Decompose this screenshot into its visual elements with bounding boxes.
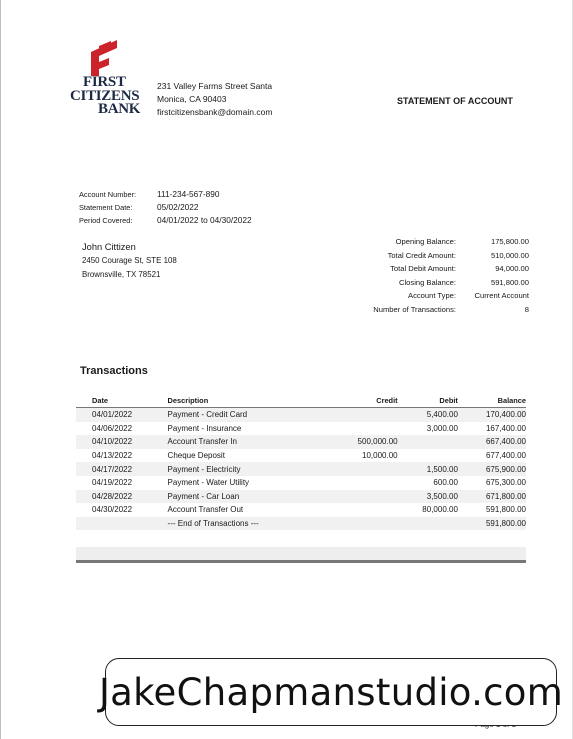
cell-balance: 167,400.00 [485, 423, 526, 433]
table-row [76, 490, 526, 504]
column-header-debit: Debit [398, 393, 458, 408]
cell-description: Account Transfer Out [167, 505, 244, 515]
cell-credit [339, 490, 398, 504]
summary-value: Current Account [474, 291, 529, 301]
summary-row [341, 276, 529, 290]
cell-balance: 677,400.00 [485, 451, 526, 461]
account-info-row [79, 214, 252, 227]
cell-credit [339, 476, 398, 490]
account-info-row [79, 188, 252, 201]
summary-row [341, 289, 529, 303]
summary-value: 94,000.00 [495, 264, 529, 274]
cell-date: 04/17/2022 [76, 462, 168, 476]
table-row [76, 462, 526, 476]
cell-debit: 3,500.00 [398, 490, 458, 504]
cell-balance: 667,400.00 [458, 435, 526, 449]
table-footer-band [76, 547, 526, 560]
period-covered-value: 04/01/2022 to 04/30/2022 [157, 215, 252, 225]
cell-credit: 500,000.00 [339, 435, 398, 449]
summary-value: 8 [524, 304, 529, 314]
table-row [76, 408, 526, 422]
column-header-balance: Balance [458, 393, 526, 408]
summary-label: Closing Balance: [399, 277, 456, 287]
cell-debit: 1,500.00 [398, 462, 458, 476]
statement-date-label: Statement Date: [79, 203, 133, 212]
table-row [76, 517, 526, 531]
cell-date: 04/19/2022 [92, 478, 133, 488]
summary-row [341, 303, 529, 317]
summary-value: 510,000.00 [490, 250, 529, 260]
cell-balance: 170,400.00 [458, 408, 526, 422]
summary-label: Number of Transactions: [373, 304, 456, 314]
cell-description: Payment - Car Loan [168, 490, 339, 504]
watermark-text: JakeChapmanstudio.com [98, 670, 564, 714]
customer-block [82, 240, 177, 282]
cell-description: Account Transfer In [168, 435, 339, 449]
table-row [76, 422, 526, 436]
column-header-credit: Credit [339, 393, 398, 408]
statement-date-value: 05/02/2022 [157, 202, 199, 212]
cell-date [76, 517, 168, 531]
summary-label: Total Debit Amount: [390, 264, 456, 274]
cell-balance: 675,900.00 [458, 462, 526, 476]
summary-value: 175,800.00 [490, 237, 529, 246]
column-header-date: Date [76, 393, 168, 408]
cell-credit: 10,000.00 [362, 451, 398, 461]
account-number-label: Account Number: [79, 190, 137, 199]
customer-address-line: Brownsville, TX 78521 [82, 270, 161, 279]
cell-description: Payment - Water Utility [167, 478, 250, 488]
summary-value: 591,800.00 [490, 277, 529, 287]
cell-description: --- End of Transactions --- [168, 517, 339, 531]
cell-debit [398, 517, 458, 531]
cell-date: 04/30/2022 [92, 505, 133, 515]
cell-debit: 80,000.00 [422, 505, 458, 515]
summary-row [341, 262, 529, 276]
cell-date: 04/10/2022 [76, 435, 168, 449]
cell-date: 04/28/2022 [76, 490, 168, 504]
cell-balance: 671,800.00 [458, 490, 526, 504]
cell-description: Payment - Insurance [167, 423, 242, 433]
summary-label: Total Credit Amount: [387, 250, 456, 260]
account-summary [341, 235, 529, 317]
table-row [76, 476, 526, 490]
table-header-row [76, 393, 526, 408]
cell-debit [398, 449, 458, 463]
cell-date: 04/06/2022 [92, 423, 133, 433]
cell-date: 04/13/2022 [92, 451, 133, 461]
period-covered-label: Period Covered: [79, 216, 133, 225]
table-footer-rule [76, 560, 526, 563]
bank-logo [69, 40, 149, 118]
customer-name: John Cittizen [82, 242, 136, 252]
cell-debit [398, 435, 458, 449]
logo-word-bank: BANK [98, 101, 141, 117]
summary-row [341, 249, 529, 263]
cell-debit: 3,000.00 [426, 423, 458, 433]
cell-balance: 675,300.00 [485, 478, 526, 488]
transactions-body [76, 408, 526, 531]
cell-date: 04/01/2022 [76, 408, 168, 422]
bank-logo-flag-icon [79, 40, 119, 76]
account-info [79, 188, 252, 227]
cell-description: Payment - Credit Card [168, 408, 339, 422]
cell-credit [339, 422, 398, 436]
cell-credit [339, 517, 398, 531]
transactions-heading: Transactions [80, 365, 148, 377]
cell-debit: 600.00 [433, 478, 458, 488]
cell-credit [339, 462, 398, 476]
bank-address [157, 80, 272, 119]
cell-balance: 591,800.00 [485, 505, 526, 515]
bank-address-line: 231 Valley Farms Street Santa [157, 81, 273, 91]
cell-description: Payment - Electricity [168, 462, 339, 476]
logo-word-first: FIRST [83, 74, 126, 90]
watermark-banner [98, 658, 564, 726]
cell-credit [339, 408, 398, 422]
bank-email: firstcitizensbank@domain.com [157, 107, 273, 117]
summary-row [341, 235, 529, 249]
logo-word-citizens: CITIZENS [70, 88, 140, 104]
document-title: STATEMENT OF ACCOUNT [397, 96, 513, 106]
cell-balance: 591,800.00 [458, 517, 526, 531]
cell-credit [339, 503, 398, 517]
column-header-description: Description [168, 393, 339, 408]
cell-description: Cheque Deposit [167, 451, 225, 461]
account-number-value: 111-234-567-890 [157, 189, 220, 199]
bank-address-line: Monica, CA 90403 [157, 94, 227, 104]
account-info-row [79, 201, 252, 214]
summary-label: Opening Balance: [395, 237, 456, 246]
customer-address-line: 2450 Courage St, STE 108 [82, 256, 177, 265]
table-row [76, 449, 526, 463]
table-row [76, 503, 526, 517]
summary-label: Account Type: [408, 291, 456, 301]
table-row [76, 435, 526, 449]
cell-debit: 5,400.00 [398, 408, 458, 422]
transactions-table [76, 393, 526, 530]
